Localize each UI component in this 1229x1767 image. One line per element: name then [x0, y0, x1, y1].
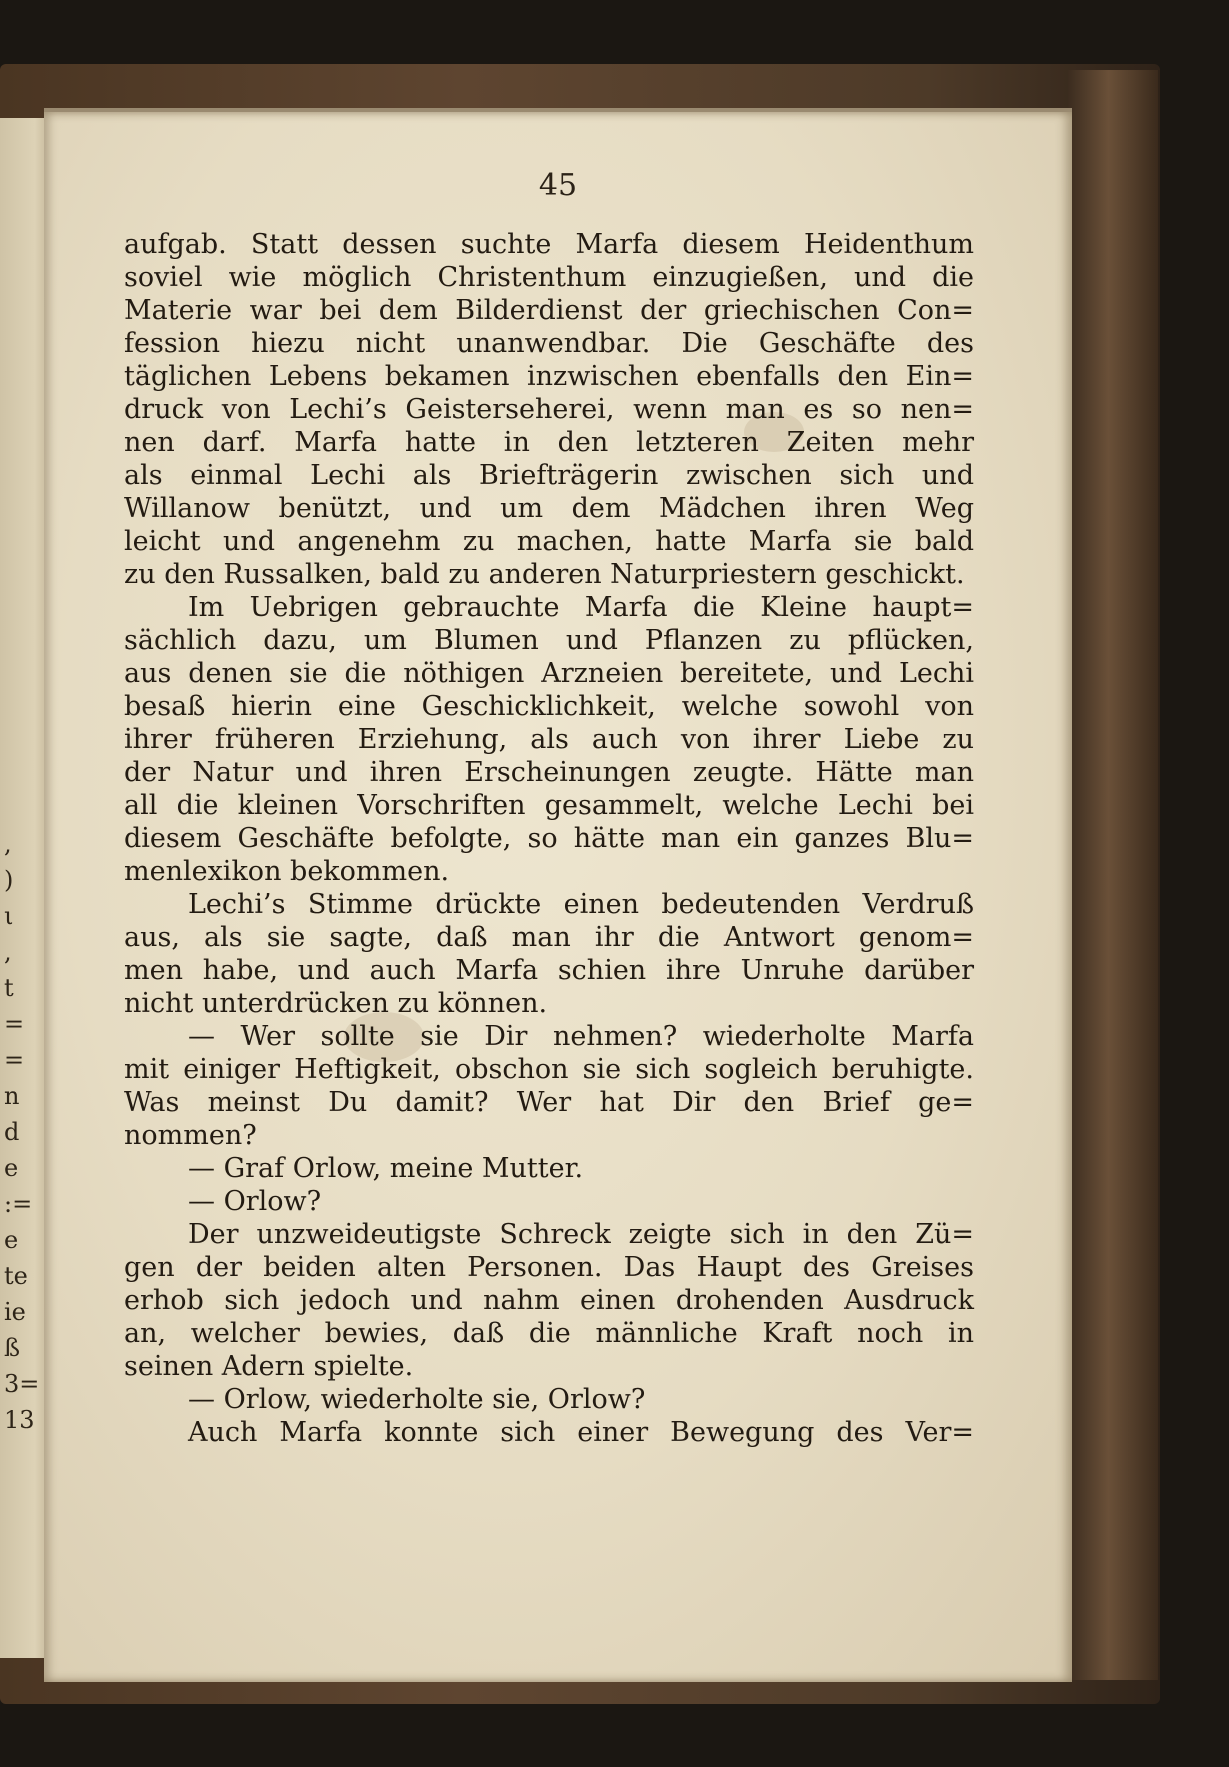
text-line: seinen Adern spielte.: [124, 1351, 414, 1382]
text-line: diesem Geschäfte befolgte, so hätte man ein ganzes Blu=: [124, 823, 974, 854]
text-line: täglichen Lebens bekamen inzwischen ebenfalls den Ein=: [124, 361, 974, 392]
text-line: — Wer sollte sie Dir nehmen? wiederholte Marfa: [188, 1021, 974, 1052]
text-line: aus, als sie sagte, daß man ihr die Antwort genom=: [124, 922, 974, 953]
text-line: mit einiger Heftigkeit, obschon sie sich sogleich beruhigte.: [124, 1054, 974, 1085]
text-line: fession hiezu nicht unanwendbar. Die Geschäfte des: [124, 328, 974, 359]
text-line: sächlich dazu, um Blumen und Pflanzen zu pflücken,: [124, 625, 974, 656]
text-line: Auch Marfa konnte sich einer Bewegung des Ver=: [188, 1417, 974, 1448]
text-line: nicht unterdrücken zu können.: [124, 988, 548, 1019]
previous-page-fragment: ie: [4, 1298, 26, 1326]
text-line: ihrer früheren Erziehung, als auch von ihrer Liebe zu: [124, 724, 974, 755]
text-line: Materie war bei dem Bilderdienst der griechischen Con=: [124, 295, 974, 326]
text-line: an, welcher bewies, daß die männliche Kraft noch in: [124, 1318, 974, 1349]
text-line: zu den Russalken, bald zu anderen Naturpriestern geschickt.: [124, 559, 965, 590]
text-line: aus denen sie die nöthigen Arzneien bereitete, und Lechi: [124, 658, 974, 689]
previous-page-fragment: ,: [4, 938, 12, 966]
previous-page-fragment: 13: [4, 1406, 35, 1434]
previous-page-fragment: n: [4, 1082, 20, 1110]
previous-page-fragment: t: [4, 974, 14, 1002]
book-page: [44, 112, 1072, 1682]
text-line: Willanow benützt, und um dem Mädchen ihren Weg: [124, 493, 974, 524]
text-line: Was meinst Du damit? Wer hat Dir den Brief ge=: [124, 1087, 974, 1118]
text-line: aufgab. Statt dessen suchte Marfa diesem Heidenthum: [124, 229, 974, 260]
text-line: besaß hierin eine Geschicklichkeit, welche sowohl von: [124, 691, 974, 722]
previous-page-fragment: =: [4, 1046, 25, 1074]
previous-page-fragment: e: [4, 1154, 19, 1182]
previous-page-fragment: ,: [4, 830, 12, 858]
text-line: men habe, und auch Marfa schien ihre Unruhe darüber: [124, 955, 974, 986]
previous-page-fragment: =: [4, 1010, 25, 1038]
text-line: der Natur und ihren Erscheinungen zeugte. Hätte man: [124, 757, 974, 788]
text-line: druck von Lechi’s Geisterseherei, wenn man es so nen=: [124, 394, 974, 425]
previous-page-fragment: ): [4, 866, 14, 894]
previous-page-fragment: te: [4, 1262, 28, 1290]
text-line: — Orlow?: [188, 1186, 322, 1217]
text-line: erhob sich jedoch und nahm einen drohenden Ausdruck: [124, 1285, 974, 1316]
text-line: menlexikon bekommen.: [124, 856, 450, 887]
text-line: — Graf Orlow, meine Mutter.: [188, 1153, 584, 1184]
previous-page-fragment: d: [4, 1118, 20, 1146]
previous-page-fragment: e: [4, 1226, 19, 1254]
text-line: nen darf. Marfa hatte in den letzteren Zeiten mehr: [124, 427, 974, 458]
previous-page-fragment: 3=: [4, 1370, 40, 1398]
previous-page-fragment: ß: [4, 1334, 21, 1362]
text-line: nommen?: [124, 1120, 257, 1151]
previous-page-fragment: :=: [4, 1190, 33, 1218]
page-text: [124, 228, 974, 1449]
text-line: als einmal Lechi als Briefträgerin zwischen sich und: [124, 460, 974, 491]
text-line: Der unzweideutigste Schreck zeigte sich in den Zü=: [188, 1219, 974, 1250]
previous-page-fragment: ι: [4, 902, 14, 930]
text-line: soviel wie möglich Christenthum einzugießen, und die: [124, 262, 974, 293]
text-line: — Orlow, wiederholte sie, Orlow?: [188, 1384, 646, 1415]
text-line: Lechi’s Stimme drückte einen bedeutenden Verdruß: [188, 889, 974, 920]
text-line: Im Uebrigen gebrauchte Marfa die Kleine haupt=: [188, 592, 974, 623]
text-line: all die kleinen Vorschriften gesammelt, welche Lechi bei: [124, 790, 974, 821]
text-line: leicht und angenehm zu machen, hatte Marfa sie bald: [124, 526, 974, 557]
book-cover-edge: [1068, 70, 1158, 1680]
text-line: gen der beiden alten Personen. Das Haupt des Greises: [124, 1252, 974, 1283]
page-number: 45: [538, 168, 578, 203]
